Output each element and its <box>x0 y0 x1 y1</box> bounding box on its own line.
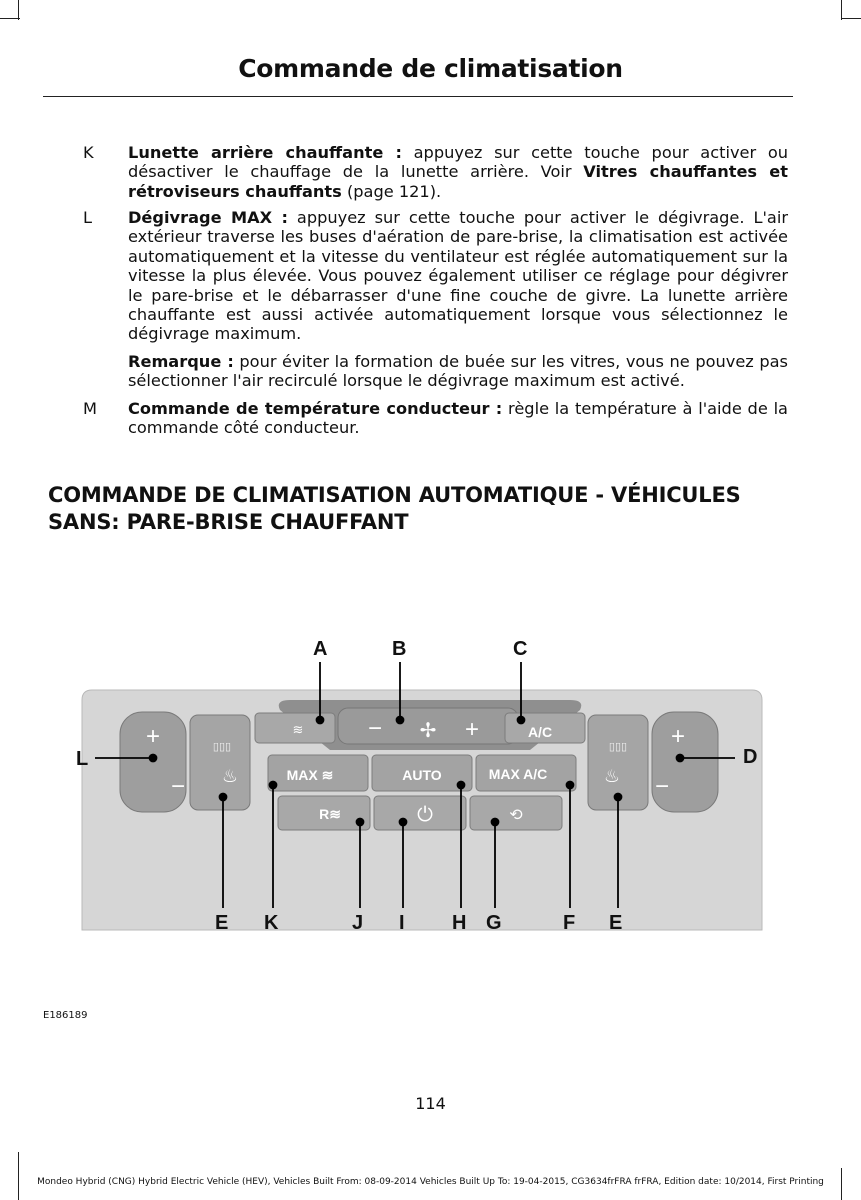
item-key: M <box>83 399 97 418</box>
crop-mark <box>841 18 861 19</box>
item-key: K <box>83 143 94 162</box>
item-text: appuyez sur cette touche pour activer ou désactiver le chauffage de la lunette arrière. Voir <box>128 143 788 182</box>
callout-a: A <box>313 638 328 660</box>
crop-mark <box>841 0 842 20</box>
ac-label: A/C <box>527 724 553 740</box>
callout-l: L <box>76 748 89 770</box>
footer: Mondeo Hybrid (CNG) Hybrid Electric Vehicle (HEV), Vehicles Built From: 08-09-2014 Vehicles Built Up To: 19-04-2015, CG3634frFRA frFRA, Edition date: 10/2014, First Printing <box>37 1177 824 1187</box>
driver-temp-plus: + <box>145 723 161 750</box>
item-term: Commande de température conducteur : <box>128 399 503 418</box>
callout-e-left: E <box>215 912 229 934</box>
callout-g: G <box>486 912 502 934</box>
callout-j: J <box>352 912 364 934</box>
svg-text:▯▯▯: ▯▯▯ <box>608 741 628 753</box>
item-text: règle la température à l'aide de la commande côté conducteur. <box>128 399 788 438</box>
svg-text:−: − <box>367 715 383 742</box>
title-rule <box>43 96 793 97</box>
passenger-temp-minus: − <box>654 773 670 800</box>
svg-text:+: + <box>464 716 480 743</box>
svg-text:MAX A/C: MAX A/C <box>488 766 548 782</box>
climate-panel-illustration <box>40 600 820 1030</box>
svg-text:AUTO: AUTO <box>402 767 442 783</box>
page-number: 114 <box>415 1094 446 1113</box>
item-key: L <box>83 208 93 227</box>
item-text: appuyez sur cette touche pour activer le dégivrage. L'air extérieur traverse les buses d'aération de pare-brise, la climatisation est activée automatiquement et la vitesse du ventilateur est réglée automatiquement sur la vitesse la plus élevée. Vous pouvez également utiliser ce réglage pour dégivrer le pare-brise et le débarrasser d'une fine couche de givre. La lunette arrière chauffante est aussi activée automatiquement lorsque vous sélectionnez le dégivrage maximum. <box>128 208 788 344</box>
section-heading: COMMANDE DE CLIMATISATION AUTOMATIQUE - VÉHICULES SANS: PARE-BRISE CHAUFFANT <box>48 483 741 534</box>
callout-h: H <box>452 912 467 934</box>
passenger-temp-plus: + <box>670 723 686 750</box>
item-body <box>128 208 788 344</box>
seat-heat-icon: ♨ <box>603 766 621 787</box>
callout-d: D <box>743 746 758 768</box>
page-title: Commande de climatisation <box>238 54 623 83</box>
crop-mark <box>18 1152 19 1200</box>
callout-i: I <box>399 912 405 934</box>
crop-mark <box>18 0 19 20</box>
recirc-icon: ⟲ <box>509 805 523 824</box>
climate-control-figure <box>40 600 820 1030</box>
power-icon: ⏻ <box>417 802 433 826</box>
callout-e-right: E <box>609 912 623 934</box>
seat-heat-icon: ♨ <box>221 766 239 787</box>
item-body <box>128 143 788 201</box>
fan-icon: ✢ <box>419 718 437 742</box>
callout-k: K <box>264 912 279 934</box>
callout-c: C <box>513 638 528 660</box>
note-term: Remarque : <box>128 352 234 371</box>
definition-item-m <box>83 399 788 438</box>
svg-text:R≋: R≋ <box>319 806 341 822</box>
callout-b: B <box>392 638 407 660</box>
svg-text:MAX ≋: MAX ≋ <box>286 767 334 783</box>
callout-f: F <box>563 912 576 934</box>
item-text: (page 121). <box>341 181 442 201</box>
driver-temp-minus: − <box>170 773 186 800</box>
definition-item-k <box>83 143 788 201</box>
figure-id: E186189 <box>43 1010 88 1021</box>
definition-item-l <box>83 208 788 344</box>
item-term: Lunette arrière chauffante : <box>128 143 402 162</box>
note <box>128 352 788 391</box>
svg-text:▯▯▯: ▯▯▯ <box>212 741 232 753</box>
item-body <box>128 399 788 438</box>
svg-text:≋: ≋ <box>292 723 304 738</box>
item-term: Dégivrage MAX : <box>128 208 288 227</box>
crop-mark <box>0 18 20 19</box>
cross-reference: Vitres chauffantes et rétroviseurs chauffants <box>128 162 788 201</box>
note-text: pour éviter la formation de buée sur les vitres, vous ne pouvez pas sélectionner l'air recirculé lorsque le dégivrage maximum est activé. <box>128 352 788 391</box>
